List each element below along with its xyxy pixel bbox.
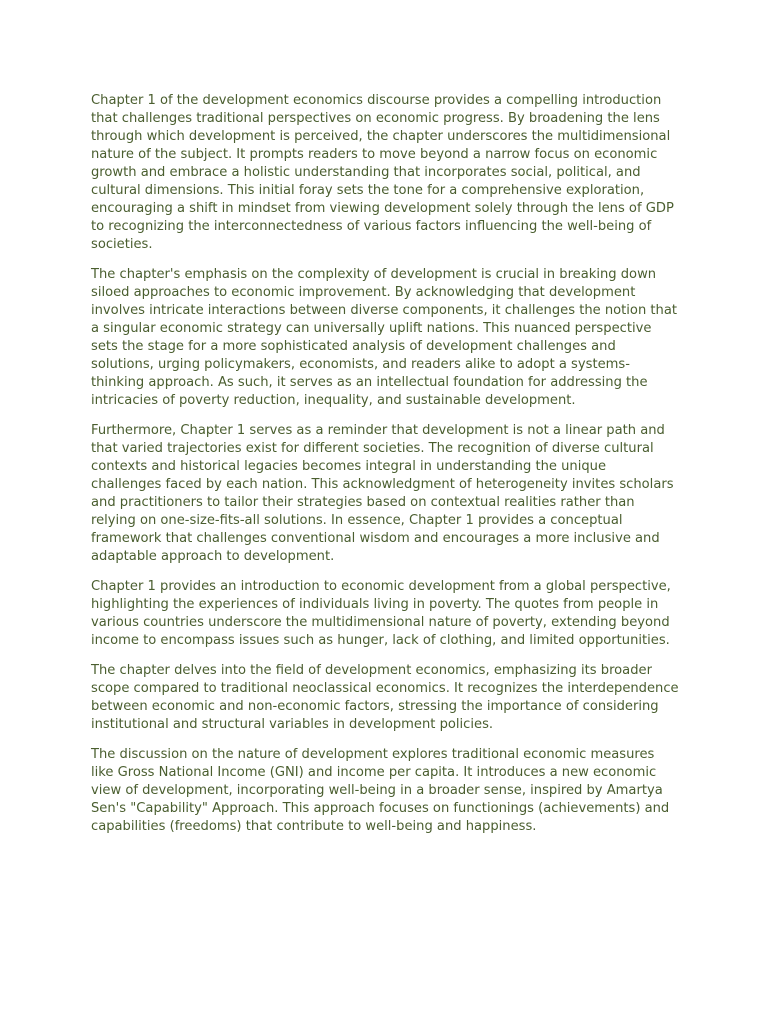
paragraph-6: The discussion on the nature of development explores traditional economic measures like Gross National Income (GNI) and income per capita. It introduces a new economic view of development, incorporating well-being in a broader sense, inspired by Amartya Sen's "Capability" Approach. This approach focuses on functionings (achievements) and capabilities (freedoms) that contribute to well-being and happiness. xyxy=(91,747,670,834)
document-body xyxy=(91,92,679,848)
paragraph-3: Furthermore, Chapter 1 serves as a reminder that development is not a linear path and that varied trajectories exist for different societies. The recognition of diverse cultural contexts and historical legacies becomes integral in understanding the unique challenges faced by each nation. This acknowledgment of heterogeneity invites scholars and practitioners to tailor their strategies based on contextual realities rather than relying on one-size-fits-all solutions. In essence, Chapter 1 provides a conceptual framework that challenges conventional wisdom and encourages a more inclusive and adaptable approach to development. xyxy=(91,423,674,564)
paragraph-1: Chapter 1 of the development economics discourse provides a compelling introduction that challenges traditional perspectives on economic progress. By broadening the lens through which development is perceived, the chapter underscores the multidimensional nature of the subject. It prompts readers to move beyond a narrow focus on economic growth and embrace a holistic understanding that incorporates social, political, and cultural dimensions. This initial foray sets the tone for a comprehensive exploration, encouraging a shift in mindset from viewing development solely through the lens of GDP to recognizing the interconnectedness of various factors influencing the well-being of societies. xyxy=(91,93,674,252)
paragraph-2: The chapter's emphasis on the complexity of development is crucial in breaking down siloed approaches to economic improvement. By acknowledging that development involves intricate interactions between diverse components, it challenges the notion that a singular economic strategy can universally uplift nations. This nuanced perspective sets the stage for a more sophisticated analysis of development challenges and solutions, urging policymakers, economists, and readers alike to adopt a systems-thinking approach. As such, it serves as an intellectual foundation for addressing the intricacies of poverty reduction, inequality, and sustainable development. xyxy=(91,267,677,408)
paragraph-4: Chapter 1 provides an introduction to economic development from a global perspective, highlighting the experiences of individuals living in poverty. The quotes from people in various countries underscore the multidimensional nature of poverty, extending beyond income to encompass issues such as hunger, lack of clothing, and limited opportunities. xyxy=(91,579,671,648)
paragraph-5: The chapter delves into the field of development economics, emphasizing its broader scope compared to traditional neoclassical economics. It recognizes the interdependence between economic and non-economic factors, stressing the importance of considering institutional and structural variables in development policies. xyxy=(91,663,679,732)
